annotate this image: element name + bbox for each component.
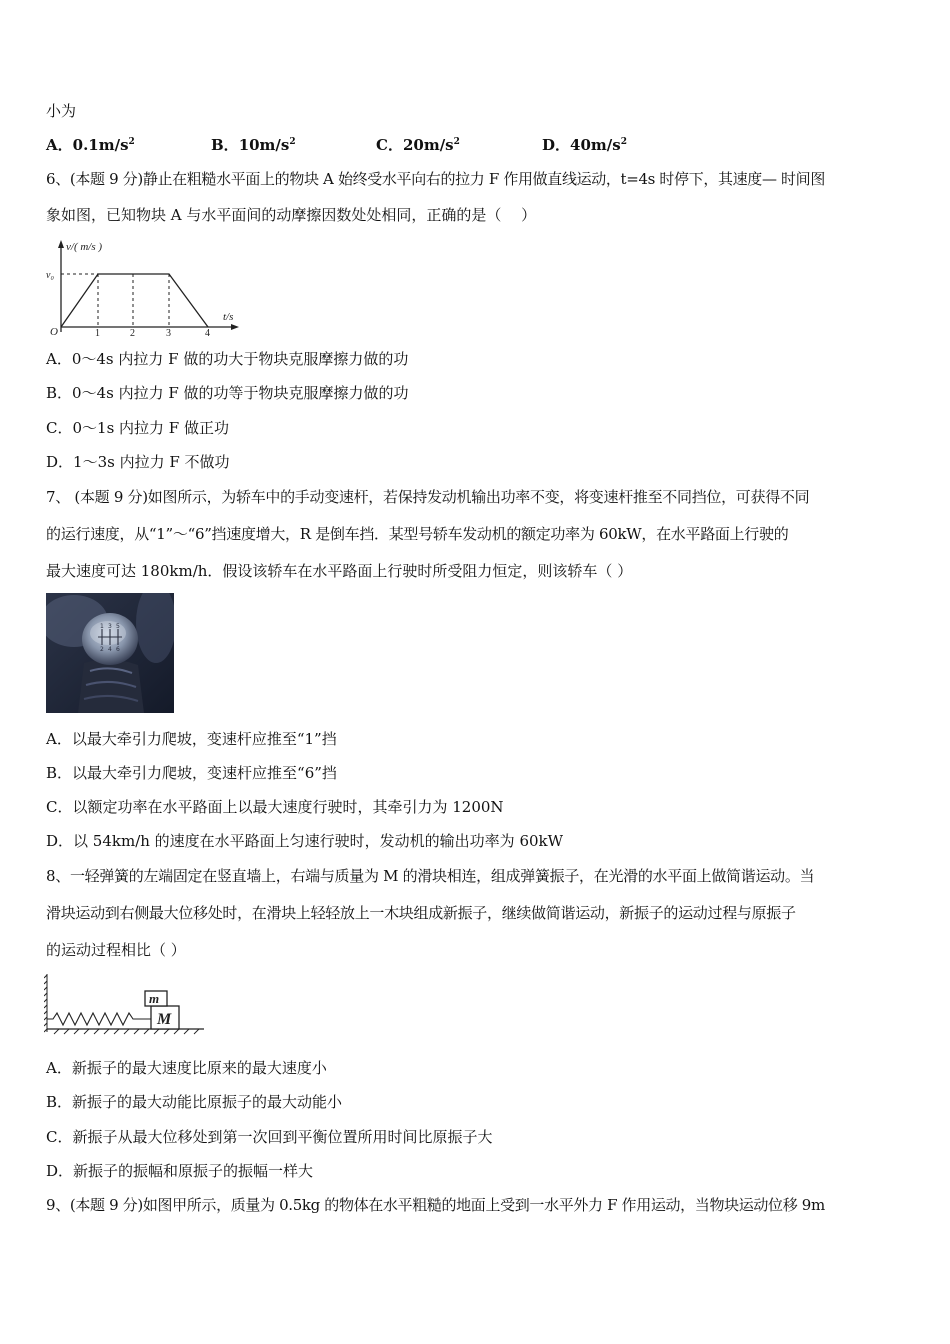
block-m-label: m	[149, 991, 160, 1006]
y-axis-arrow	[58, 240, 64, 248]
q9-stem-line1: 9、(本题 9 分)如图甲所示，质量为 0.5kg 的物体在水平粗糙的地面上受到一水平外力 F 作用运动，当物块运动位移 9m	[46, 1196, 825, 1214]
svg-text:4: 4	[108, 646, 112, 653]
q7-stem-line1: 7、 (本题 9 分)如图所示，为轿车中的手动变速杆，若保持发动机输出功率不变，将变速杆推至不同挡位，可获得不同	[46, 488, 810, 506]
q8-stem-line3: 的运动过程相比（ ）	[46, 941, 186, 959]
q8-option-a: A．新振子的最大速度比原来的最大速度小	[46, 1059, 327, 1077]
svg-text:5: 5	[116, 623, 120, 630]
q6-option-a: A．0～4s 内拉力 F 做的功大于物块克服摩擦力做的功	[46, 350, 409, 368]
y-axis-label: v/( m/s )	[66, 241, 103, 253]
origin-label: O	[50, 326, 58, 338]
q5-tail: 小为	[46, 102, 77, 120]
q6-stem-line2: 象如图，已知物块 A 与水平面间的动摩擦因数处处相同，正确的是（ ）	[46, 206, 537, 224]
q6-stem-line1: 6、(本题 9 分)静止在粗糙水平面上的物块 A 始终受水平向右的拉力 F 作用做直线运动，t=4s 时停下，其速度— 时间图	[46, 170, 825, 188]
q7-stem-line2: 的运行速度，从“1”～“6”挡速度增大，R 是倒车挡．某型号轿车发动机的额定功率为 60kW，在水平路面上行驶的	[46, 525, 789, 543]
q6-vt-graph	[44, 238, 244, 338]
spring	[47, 1013, 151, 1025]
q8-stem-line1: 8、一轻弹簧的左端固定在竖直墙上，右端与质量为 M 的滑块相连，组成弹簧振子，在光滑的水平面上做简谐运动。当	[46, 867, 815, 885]
gear-shift-photo	[46, 593, 174, 713]
q6-option-d: D．1～3s 内拉力 F 不做功	[46, 453, 230, 471]
velocity-line	[61, 274, 208, 327]
svg-text:2: 2	[100, 646, 104, 653]
q7-option-a: A．以最大牵引力爬坡，变速杆应推至“1”挡	[46, 730, 337, 748]
q7-option-c: C．以额定功率在水平路面上以最大速度行驶时，其牵引力为 1200N	[46, 798, 504, 816]
q5-option-a: A．$0.1m/s^2$	[46, 136, 135, 154]
q6-option-c: C．0～1s 内拉力 F 做正功	[46, 419, 229, 437]
q8-option-c: C．新振子从最大位移处到第一次回到平衡位置所用时间比原振子大	[46, 1128, 493, 1146]
block-M-label: M	[157, 1011, 172, 1028]
q5-option-b: B．$10m/s^2$	[211, 136, 296, 154]
q8-option-b: B．新振子的最大动能比原振子的最大动能小	[46, 1093, 343, 1111]
svg-text:6: 6	[116, 646, 120, 653]
v0-label: v₀	[46, 270, 54, 281]
spring-oscillator-figure	[44, 968, 209, 1038]
tick-1: 1	[95, 328, 100, 338]
tick-4: 4	[205, 328, 210, 338]
tick-3: 3	[166, 328, 171, 338]
q8-stem-line2: 滑块运动到右侧最大位移处时，在滑块上轻轻放上一木块组成新振子，继续做简谐运动，新振子的运动过程与原振子	[46, 904, 796, 922]
q5-option-c: C．$20m/s^2$	[376, 136, 460, 154]
svg-text:1: 1	[100, 623, 104, 630]
q7-stem-line3: 最大速度可达 180km/h．假设该轿车在水平路面上行驶时所受阻力恒定，则该轿车（ ）	[46, 562, 633, 580]
tick-2: 2	[130, 328, 135, 338]
x-axis-arrow	[231, 324, 239, 330]
q7-option-d: D．以 54km/h 的速度在水平路面上匀速行驶时，发动机的输出功率为 60kW	[46, 832, 564, 850]
svg-text:3: 3	[108, 623, 112, 630]
x-axis-label: t/s	[223, 311, 234, 323]
q6-option-b: B．0～4s 内拉力 F 做的功等于物块克服摩擦力做的功	[46, 384, 409, 402]
q8-option-d: D．新振子的振幅和原振子的振幅一样大	[46, 1162, 314, 1180]
q5-options	[46, 134, 746, 154]
q7-option-b: B．以最大牵引力爬坡，变速杆应推至“6”挡	[46, 764, 337, 782]
q5-option-d: D．$40m/s^2$	[542, 136, 627, 154]
